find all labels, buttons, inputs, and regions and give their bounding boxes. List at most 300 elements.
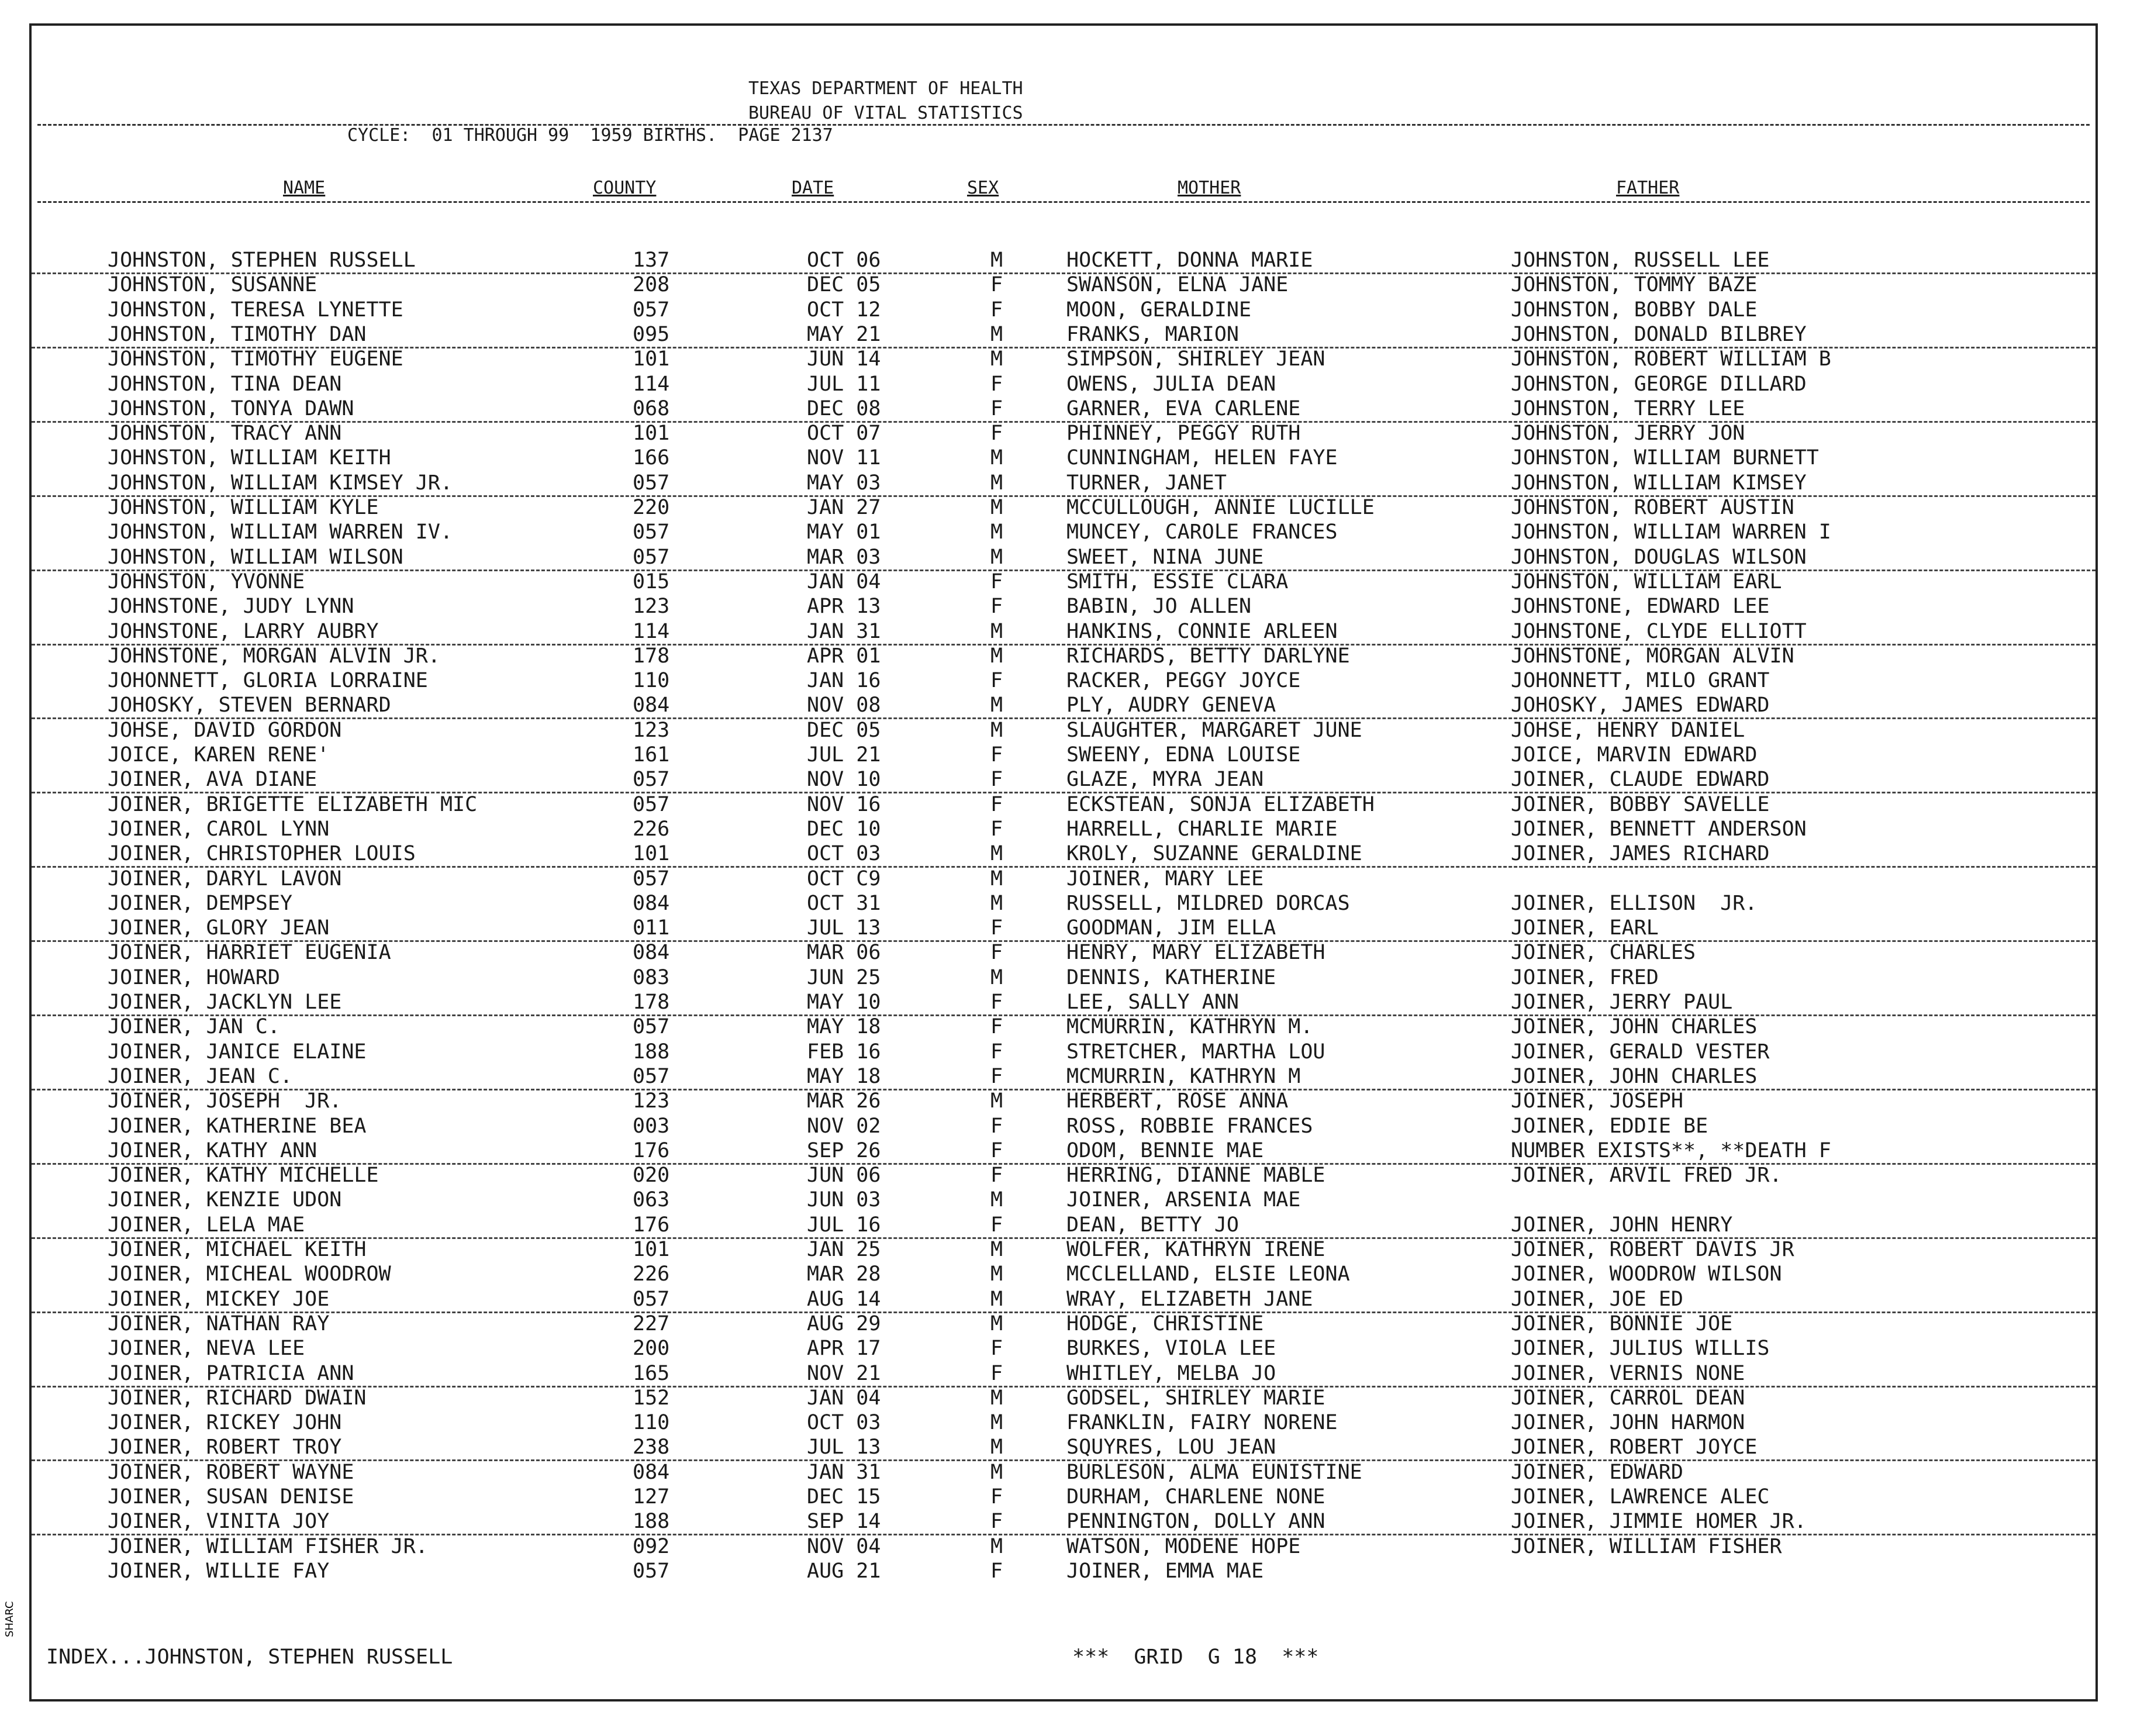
cell-mother: ECKSTEAN, SONJA ELIZABETH <box>1066 792 1375 816</box>
cell-mother: SMITH, ESSIE CLARA <box>1066 570 1289 593</box>
cell-father: JOINER, BOBBY SAVELLE <box>1511 792 1770 816</box>
cell-mother: RUSSELL, MILDRED DORCAS <box>1066 891 1350 915</box>
cell-sex: F <box>990 396 1003 420</box>
cell-sex: M <box>990 1089 1003 1113</box>
cell-father: JOICE, MARVIN EDWARD <box>1511 743 1758 767</box>
cell-father: JOHNSTON, WILLIAM KIMSEY <box>1511 471 1807 495</box>
cell-sex: M <box>990 867 1003 891</box>
cell-county: 200 <box>633 1337 670 1361</box>
cell-county: 123 <box>633 1089 670 1113</box>
cell-father: JOHNSTON, WILLIAM EARL <box>1511 570 1782 593</box>
column-header-county: COUNTY <box>593 178 657 198</box>
cell-mother: ODOM, BENNIE MAE <box>1066 1138 1264 1162</box>
cell-date: MAR 06 <box>807 941 881 965</box>
cell-sex: M <box>990 965 1003 989</box>
table-row <box>32 1213 2095 1239</box>
cell-name: JOHNSTON, STEPHEN RUSSELL <box>108 249 416 272</box>
cell-father: JOINER, JOSEPH <box>1511 1089 1684 1113</box>
column-header-father: FATHER <box>1616 178 1680 198</box>
cell-name: JOHNSTON, TIMOTHY EUGENE <box>108 347 403 371</box>
cell-mother: DEAN, BETTY JO <box>1066 1213 1240 1237</box>
cell-sex: M <box>990 718 1003 742</box>
cell-name: JOINER, SUSAN DENISE <box>108 1485 354 1509</box>
cell-name: JOHNSTONE, JUDY LYNN <box>108 595 354 619</box>
table-row <box>32 1040 2095 1064</box>
cell-sex: F <box>990 1361 1003 1385</box>
cell-mother: BABIN, JO ALLEN <box>1066 595 1252 619</box>
cell-county: 084 <box>633 891 670 915</box>
table-row <box>32 272 2095 297</box>
cell-county: 057 <box>633 1064 670 1088</box>
table-row <box>32 1287 2095 1313</box>
cell-mother: MCMURRIN, KATHRYN M. <box>1066 1015 1313 1039</box>
table-row <box>32 990 2095 1016</box>
cell-father: JOHNSTON, WILLIAM BURNETT <box>1511 446 1819 470</box>
cell-father: JOINER, JOHN HARMON <box>1511 1411 1745 1435</box>
cell-mother: ROSS, ROBBIE FRANCES <box>1066 1114 1313 1138</box>
cell-county: 208 <box>633 273 670 297</box>
cell-mother: BURLESON, ALMA EUNISTINE <box>1066 1460 1362 1484</box>
cell-date: NOV 04 <box>807 1534 881 1558</box>
cell-name: JOINER, JOSEPH JR. <box>108 1089 342 1113</box>
cell-mother: SWEET, NINA JUNE <box>1066 545 1264 569</box>
cell-county: 178 <box>633 644 670 668</box>
cell-mother: RICHARDS, BETTY DARLYNE <box>1066 644 1350 668</box>
header-rule <box>37 124 2090 126</box>
cell-father: JOINER, FRED <box>1511 965 1659 989</box>
cell-sex: M <box>990 249 1003 272</box>
cell-father: JOINER, JOE ED <box>1511 1287 1684 1311</box>
cell-mother: PHINNEY, PEGGY RUTH <box>1066 422 1301 446</box>
cell-date: MAR 03 <box>807 545 881 569</box>
cell-county: 110 <box>633 669 670 693</box>
cell-county: 084 <box>633 1460 670 1484</box>
cell-mother: JOINER, MARY LEE <box>1066 867 1264 891</box>
table-row <box>32 372 2095 396</box>
cell-date: MAY 18 <box>807 1015 881 1039</box>
cell-father: JOHOSKY, JAMES EDWARD <box>1511 693 1770 717</box>
cell-sex: M <box>990 1287 1003 1311</box>
cell-sex: M <box>990 520 1003 544</box>
cell-sex: F <box>990 570 1003 593</box>
cell-sex: F <box>990 273 1003 297</box>
cell-name: JOHNSTON, TERESA LYNETTE <box>108 298 403 322</box>
cell-name: JOINER, RICKEY JOHN <box>108 1411 342 1435</box>
cell-father: JOINER, EDDIE BE <box>1511 1114 1708 1138</box>
table-row <box>32 841 2095 868</box>
cell-date: DEC 15 <box>807 1485 881 1509</box>
table-row <box>32 767 2095 793</box>
cell-name: JOHNSTONE, LARRY AUBRY <box>108 619 379 643</box>
cell-date: JAN 27 <box>807 496 881 519</box>
cell-name: JOHNSTON, WILLIAM KIMSEY JR. <box>108 471 453 495</box>
cell-county: 176 <box>633 1138 670 1162</box>
cell-mother: BURKES, VIOLA LEE <box>1066 1337 1276 1361</box>
cell-county: 057 <box>633 792 670 816</box>
cell-sex: M <box>990 347 1003 371</box>
cell-mother: DURHAM, CHARLENE NONE <box>1066 1485 1325 1509</box>
column-header-sex: SEX <box>967 178 999 198</box>
cell-sex: M <box>990 1460 1003 1484</box>
cell-sex: F <box>990 1213 1003 1237</box>
cell-sex: F <box>990 1138 1003 1162</box>
cell-name: JOHNSTONE, MORGAN ALVIN JR. <box>108 644 440 668</box>
cell-sex: M <box>990 1188 1003 1212</box>
cell-sex: F <box>990 1510 1003 1534</box>
cell-name: JOHNSTON, WILLIAM KYLE <box>108 496 379 519</box>
cell-sex: F <box>990 1164 1003 1188</box>
cell-father: JOHNSTON, JERRY JON <box>1511 422 1745 446</box>
cell-county: 123 <box>633 718 670 742</box>
cell-sex: F <box>990 817 1003 841</box>
cell-sex: M <box>990 644 1003 668</box>
cell-father: JOINER, BENNETT ANDERSON <box>1511 817 1807 841</box>
cell-mother: JOINER, EMMA MAE <box>1066 1559 1264 1583</box>
cell-father: JOINER, CARROL DEAN <box>1511 1386 1745 1410</box>
cell-mother: RACKER, PEGGY JOYCE <box>1066 669 1301 693</box>
table-row <box>32 421 2095 446</box>
table-row <box>32 1312 2095 1336</box>
cell-county: 152 <box>633 1386 670 1410</box>
cell-name: JOINER, VINITA JOY <box>108 1510 330 1534</box>
cell-sex: M <box>990 545 1003 569</box>
cell-date: JAN 04 <box>807 1386 881 1410</box>
cell-mother: HARRELL, CHARLIE MARIE <box>1066 817 1338 841</box>
cell-sex: F <box>990 372 1003 396</box>
table-row <box>32 867 2095 891</box>
cell-date: JUN 25 <box>807 965 881 989</box>
cell-date: JUN 03 <box>807 1188 881 1212</box>
side-mark: SHARC <box>4 1601 16 1637</box>
cell-name: JOINER, ROBERT TROY <box>108 1435 342 1459</box>
cell-name: JOHOSKY, STEVEN BERNARD <box>108 693 391 717</box>
cell-date: AUG 14 <box>807 1287 881 1311</box>
cell-sex: F <box>990 941 1003 965</box>
cell-father: JOINER, LAWRENCE ALEC <box>1511 1485 1770 1509</box>
table-row <box>32 347 2095 371</box>
cell-county: 238 <box>633 1435 670 1459</box>
table-row <box>32 1188 2095 1212</box>
cell-county: 176 <box>633 1213 670 1237</box>
cell-county: 227 <box>633 1312 670 1335</box>
cell-name: JOINER, HARRIET EUGENIA <box>108 941 391 965</box>
cell-sex: M <box>990 1435 1003 1459</box>
cell-date: JAN 31 <box>807 619 881 643</box>
cell-sex: M <box>990 693 1003 717</box>
cell-father: JOHNSTON, TERRY LEE <box>1511 396 1745 420</box>
cell-mother: CUNNINGHAM, HELEN FAYE <box>1066 446 1338 470</box>
cell-sex: M <box>990 471 1003 495</box>
cell-sex: F <box>990 669 1003 693</box>
cell-county: 127 <box>633 1485 670 1509</box>
cell-name: JOINER, JEAN C. <box>108 1064 293 1088</box>
cell-name: JOINER, JACKLYN LEE <box>108 990 342 1014</box>
cell-name: JOINER, WILLIAM FISHER JR. <box>108 1534 428 1558</box>
cell-county: 057 <box>633 768 670 792</box>
cell-county: 057 <box>633 471 670 495</box>
cell-date: APR 13 <box>807 595 881 619</box>
cell-sex: M <box>990 1262 1003 1286</box>
cell-sex: M <box>990 496 1003 519</box>
cell-sex: F <box>990 1114 1003 1138</box>
cell-sex: F <box>990 1064 1003 1088</box>
cell-name: JOHNSTON, WILLIAM KEITH <box>108 446 391 470</box>
table-row <box>32 1485 2095 1509</box>
cell-county: 101 <box>633 1238 670 1261</box>
cell-mother: FRANKLIN, FAIRY NORENE <box>1066 1411 1338 1435</box>
cell-date: AUG 21 <box>807 1559 881 1583</box>
cell-county: 178 <box>633 990 670 1014</box>
cell-name: JOINER, CHRISTOPHER LOUIS <box>108 842 416 866</box>
cell-mother: WOLFER, KATHRYN IRENE <box>1066 1238 1325 1261</box>
cell-father: JOHNSTONE, EDWARD LEE <box>1511 595 1770 619</box>
cell-sex: F <box>990 1559 1003 1583</box>
cell-date: MAY 21 <box>807 322 881 346</box>
cell-date: OCT 07 <box>807 422 881 446</box>
cell-county: 057 <box>633 545 670 569</box>
cell-sex: M <box>990 446 1003 470</box>
cell-county: 068 <box>633 396 670 420</box>
table-row <box>32 817 2095 841</box>
cell-mother: GODSEL, SHIRLEY MARIE <box>1066 1386 1325 1410</box>
cell-name: JOICE, KAREN RENE' <box>108 743 330 767</box>
cell-mother: FRANKS, MARION <box>1066 322 1240 346</box>
cell-sex: F <box>990 1485 1003 1509</box>
cell-father: JOINER, GERALD VESTER <box>1511 1040 1770 1064</box>
cell-mother: HERRING, DIANNE MABLE <box>1066 1164 1325 1188</box>
cell-mother: SWEENY, EDNA LOUISE <box>1066 743 1301 767</box>
table-row <box>32 520 2095 544</box>
cell-father: JOINER, JULIUS WILLIS <box>1511 1337 1770 1361</box>
cell-sex: M <box>990 1534 1003 1558</box>
cell-sex: M <box>990 1312 1003 1335</box>
cell-mother: SQUYRES, LOU JEAN <box>1066 1435 1276 1459</box>
cell-name: JOINER, NATHAN RAY <box>108 1312 330 1335</box>
cell-county: 165 <box>633 1361 670 1385</box>
cell-name: JOINER, HOWARD <box>108 965 281 989</box>
cell-date: OCT 06 <box>807 249 881 272</box>
cell-name: JOINER, NEVA LEE <box>108 1337 305 1361</box>
cell-mother: HANKINS, CONNIE ARLEEN <box>1066 619 1338 643</box>
cell-mother: PENNINGTON, DOLLY ANN <box>1066 1510 1325 1534</box>
cell-name: JOHNSTON, TIMOTHY DAN <box>108 322 367 346</box>
table-row <box>32 1237 2095 1262</box>
cell-father: JOHNSTON, GEORGE DILLARD <box>1511 372 1807 396</box>
table-row <box>32 916 2095 942</box>
cell-father: JOHNSTONE, CLYDE ELLIOTT <box>1511 619 1807 643</box>
cell-name: JOINER, BRIGETTE ELIZABETH MIC <box>108 792 478 816</box>
cell-name: JOHSE, DAVID GORDON <box>108 718 342 742</box>
cell-name: JOINER, PATRICIA ANN <box>108 1361 354 1385</box>
table-row <box>32 668 2095 693</box>
cell-mother: SLAUGHTER, MARGARET JUNE <box>1066 718 1362 742</box>
table-row <box>32 619 2095 646</box>
cell-sex: F <box>990 298 1003 322</box>
table-row <box>32 471 2095 497</box>
cell-name: JOINER, KENZIE UDON <box>108 1188 342 1212</box>
cell-mother: GOODMAN, JIM ELLA <box>1066 916 1276 940</box>
table-row <box>32 248 2095 274</box>
cell-date: SEP 14 <box>807 1510 881 1534</box>
table-row <box>32 1435 2095 1461</box>
cell-mother: HOCKETT, DONNA MARIE <box>1066 249 1313 272</box>
cell-name: JOHONNETT, GLORIA LORRAINE <box>108 669 428 693</box>
cell-sex: M <box>990 619 1003 643</box>
table-row <box>32 1014 2095 1039</box>
cell-sex: M <box>990 891 1003 915</box>
table-row <box>32 1163 2095 1188</box>
table-row <box>32 1534 2095 1559</box>
cell-date: NOV 02 <box>807 1114 881 1138</box>
cell-name: JOINER, JAN C. <box>108 1015 281 1039</box>
table-row <box>32 1114 2095 1138</box>
cell-date: APR 17 <box>807 1337 881 1361</box>
cell-father: JOHNSTON, DOUGLAS WILSON <box>1511 545 1807 569</box>
cell-date: SEP 26 <box>807 1138 881 1162</box>
cell-name: JOINER, DEMPSEY <box>108 891 293 915</box>
cell-name: JOINER, KATHERINE BEA <box>108 1114 367 1138</box>
cell-mother: WRAY, ELIZABETH JANE <box>1066 1287 1313 1311</box>
cell-father: JOHNSTON, ROBERT AUSTIN <box>1511 496 1794 519</box>
cell-mother: HODGE, CHRISTINE <box>1066 1312 1264 1335</box>
cell-county: 101 <box>633 422 670 446</box>
cell-county: 020 <box>633 1164 670 1188</box>
cell-name: JOHNSTON, TINA DEAN <box>108 372 342 396</box>
cell-mother: GARNER, EVA CARLENE <box>1066 396 1301 420</box>
cell-sex: F <box>990 1015 1003 1039</box>
cell-county: 084 <box>633 693 670 717</box>
grid-footer: *** GRID G 18 *** <box>1072 1645 1319 1669</box>
cell-date: DEC 05 <box>807 718 881 742</box>
index-footer: INDEX...JOHNSTON, STEPHEN RUSSELL <box>46 1645 453 1669</box>
cell-mother: OWENS, JULIA DEAN <box>1066 372 1276 396</box>
table-row <box>32 1460 2095 1485</box>
table-row <box>32 570 2095 594</box>
cell-mother: HENRY, MARY ELIZABETH <box>1066 941 1325 965</box>
table-row <box>32 1336 2095 1361</box>
cell-father: JOINER, JERRY PAUL <box>1511 990 1733 1014</box>
cell-county: 057 <box>633 1015 670 1039</box>
cell-county: 092 <box>633 1534 670 1558</box>
cell-father: JOINER, ROBERT JOYCE <box>1511 1435 1758 1459</box>
cell-father: JOHNSTON, WILLIAM WARREN I <box>1511 520 1831 544</box>
cell-county: 161 <box>633 743 670 767</box>
cell-county: 188 <box>633 1510 670 1534</box>
cell-mother: JOINER, ARSENIA MAE <box>1066 1188 1301 1212</box>
cell-date: NOV 16 <box>807 792 881 816</box>
table-row <box>32 1361 2095 1388</box>
table-row <box>32 693 2095 719</box>
cell-name: JOHNSTON, YVONNE <box>108 570 305 593</box>
cycle-line: CYCLE: 01 THROUGH 99 1959 BIRTHS. PAGE 2137 <box>347 125 833 146</box>
cell-mother: GLAZE, MYRA JEAN <box>1066 768 1264 792</box>
cell-county: 188 <box>633 1040 670 1064</box>
table-row <box>32 396 2095 423</box>
cell-mother: MOON, GERALDINE <box>1066 298 1252 322</box>
table-row <box>32 495 2095 520</box>
cell-sex: M <box>990 322 1003 346</box>
cell-father: JOHNSTON, BOBBY DALE <box>1511 298 1758 322</box>
cell-sex: F <box>990 1040 1003 1064</box>
cell-date: JAN 25 <box>807 1238 881 1261</box>
cell-county: 057 <box>633 298 670 322</box>
cell-name: JOINER, MICKEY JOE <box>108 1287 330 1311</box>
cell-county: 011 <box>633 916 670 940</box>
table-row <box>32 446 2095 470</box>
cell-father: JOINER, VERNIS NONE <box>1511 1361 1745 1385</box>
cell-county: 110 <box>633 1411 670 1435</box>
cell-father: JOHNSTON, RUSSELL LEE <box>1511 249 1770 272</box>
cell-mother: MCMURRIN, KATHRYN M <box>1066 1064 1301 1088</box>
cell-name: JOINER, DARYL LAVON <box>108 867 342 891</box>
cell-mother: SIMPSON, SHIRLEY JEAN <box>1066 347 1325 371</box>
cell-father: JOINER, BONNIE JOE <box>1511 1312 1733 1335</box>
cell-sex: F <box>990 1337 1003 1361</box>
table-row <box>32 891 2095 916</box>
cell-father: JOINER, CHARLES <box>1511 941 1696 965</box>
cell-county: 166 <box>633 446 670 470</box>
cell-mother: TURNER, JANET <box>1066 471 1227 495</box>
cell-mother: SWANSON, ELNA JANE <box>1066 273 1289 297</box>
table-row <box>32 940 2095 965</box>
cell-date: JUN 14 <box>807 347 881 371</box>
cell-father: JOHSE, HENRY DANIEL <box>1511 718 1745 742</box>
cell-date: NOV 10 <box>807 768 881 792</box>
cell-date: JAN 04 <box>807 570 881 593</box>
cell-name: JOHNSTON, WILLIAM WILSON <box>108 545 403 569</box>
cell-father: JOINER, CLAUDE EDWARD <box>1511 768 1770 792</box>
cell-date: JUL 13 <box>807 1435 881 1459</box>
table-row <box>32 1138 2095 1165</box>
cell-name: JOINER, GLORY JEAN <box>108 916 330 940</box>
column-header-date: DATE <box>792 178 834 198</box>
table-row <box>32 718 2095 743</box>
cell-sex: F <box>990 768 1003 792</box>
cell-name: JOINER, ROBERT WAYNE <box>108 1460 354 1484</box>
cell-date: AUG 29 <box>807 1312 881 1335</box>
cell-mother: STRETCHER, MARTHA LOU <box>1066 1040 1325 1064</box>
table-row <box>32 1262 2095 1286</box>
cell-county: 057 <box>633 867 670 891</box>
table-row <box>32 1386 2095 1410</box>
column-header-mother: MOTHER <box>1178 178 1241 198</box>
cell-county: 057 <box>633 520 670 544</box>
department-title: TEXAS DEPARTMENT OF HEALTH <box>748 78 1023 99</box>
cell-date: JUL 16 <box>807 1213 881 1237</box>
cell-sex: M <box>990 1411 1003 1435</box>
cell-name: JOINER, MICHEAL WOODROW <box>108 1262 391 1286</box>
cell-date: MAY 03 <box>807 471 881 495</box>
cell-county: 015 <box>633 570 670 593</box>
cell-father: JOINER, JAMES RICHARD <box>1511 842 1770 866</box>
table-row <box>32 1559 2095 1583</box>
cell-father: JOINER, ARVIL FRED JR. <box>1511 1164 1782 1188</box>
cell-county: 123 <box>633 595 670 619</box>
cell-date: OCT C9 <box>807 867 881 891</box>
cell-mother: KROLY, SUZANNE GERALDINE <box>1066 842 1362 866</box>
cell-date: MAY 10 <box>807 990 881 1014</box>
cell-date: APR 01 <box>807 644 881 668</box>
cell-date: JUN 06 <box>807 1164 881 1188</box>
table-row <box>32 743 2095 767</box>
cell-father: JOINER, EDWARD <box>1511 1460 1684 1484</box>
cell-county: 057 <box>633 1287 670 1311</box>
table-row <box>32 792 2095 817</box>
cell-date: JUL 21 <box>807 743 881 767</box>
cell-sex: F <box>990 990 1003 1014</box>
cell-county: 057 <box>633 1559 670 1583</box>
cell-father: JOINER, ELLISON JR. <box>1511 891 1758 915</box>
